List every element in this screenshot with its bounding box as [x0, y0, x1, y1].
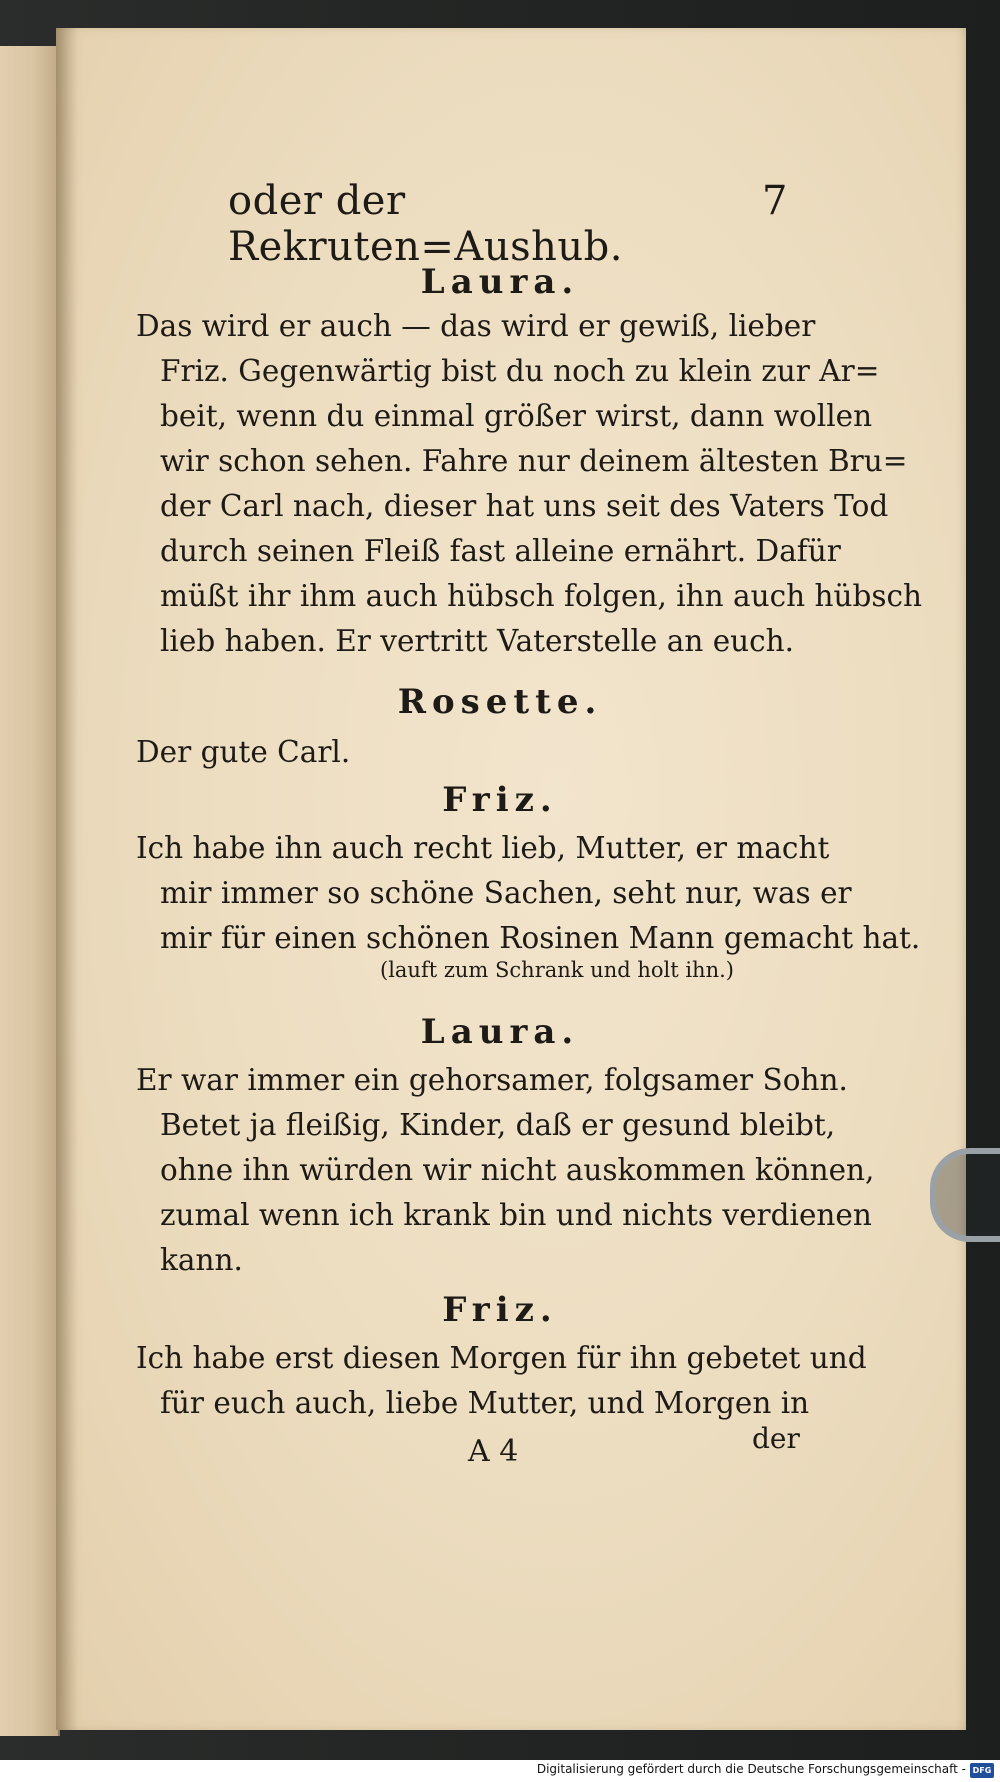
running-header — [228, 178, 788, 270]
page-number: 7 — [762, 178, 788, 224]
text-line: kann. — [160, 1243, 243, 1277]
speech-paragraph — [136, 304, 923, 664]
text-line: Er war immer ein gehorsamer, folgsamer Sohn. — [136, 1063, 848, 1097]
speaker-heading: Laura. — [420, 1012, 580, 1052]
text-line: müßt ihr ihm auch hübsch folgen, ihn auch hübsch — [160, 579, 923, 613]
text-line: Das wird er auch — das wird er gewiß, lieber — [136, 309, 816, 343]
text-line: Der gute Carl. — [136, 735, 351, 769]
text-line: für euch auch, liebe Mutter, und Morgen in — [160, 1386, 810, 1420]
text-line: durch seinen Fleiß fast alleine ernährt. Dafür — [160, 534, 841, 568]
footer-credit: Digitalisierung gefördert durch die Deutsche Forschungsgemeinschaft - — [536, 1762, 966, 1776]
dfg-logo: DFG — [970, 1763, 994, 1778]
text-line: Ich habe ihn auch recht lieb, Mutter, er macht — [136, 831, 830, 865]
text-line: zumal wenn ich krank bin und nichts verdienen — [160, 1198, 872, 1232]
speaker-heading: Laura. — [420, 262, 580, 302]
text-line: Betet ja fleißig, Kinder, daß er gesund bleibt, — [160, 1108, 836, 1142]
speech-paragraph — [136, 1336, 867, 1426]
speaker-heading: Rosette. — [397, 682, 603, 722]
speech-paragraph — [136, 730, 786, 775]
text-line: der Carl nach, dieser hat uns seit des Vaters Tod — [160, 489, 889, 523]
footer-bar — [0, 1760, 1000, 1782]
catchword: der — [752, 1422, 800, 1455]
text-line: wir schon sehen. Fahre nur deinem ältesten Bru= — [160, 444, 908, 478]
text-line: beit, wenn du einmal größer wirst, dann wollen — [160, 399, 873, 433]
text-line: mir für einen schönen Rosinen Mann gemacht hat. — [160, 921, 921, 955]
speech-paragraph — [136, 826, 921, 961]
text-line: lieb haben. Er vertritt Vaterstelle an euch. — [160, 624, 795, 658]
text-line: ohne ihn würden wir nicht auskommen können, — [160, 1153, 875, 1187]
text-line: Ich habe erst diesen Morgen für ihn gebetet und — [136, 1341, 867, 1375]
stage-direction: (lauft zum Schrank und holt ihn.) — [380, 958, 734, 982]
text-line: Friz. Gegenwärtig bist du noch zu klein zur Ar= — [160, 354, 880, 388]
speech-paragraph — [136, 1058, 875, 1283]
signature-mark: A 4 — [468, 1434, 519, 1469]
speaker-heading: Friz. — [442, 780, 558, 820]
text-line: mir immer so schöne Sachen, seht nur, was er — [160, 876, 852, 910]
running-title: oder der Rekruten=Aushub. — [228, 178, 623, 270]
speaker-heading: Friz. — [442, 1290, 558, 1330]
